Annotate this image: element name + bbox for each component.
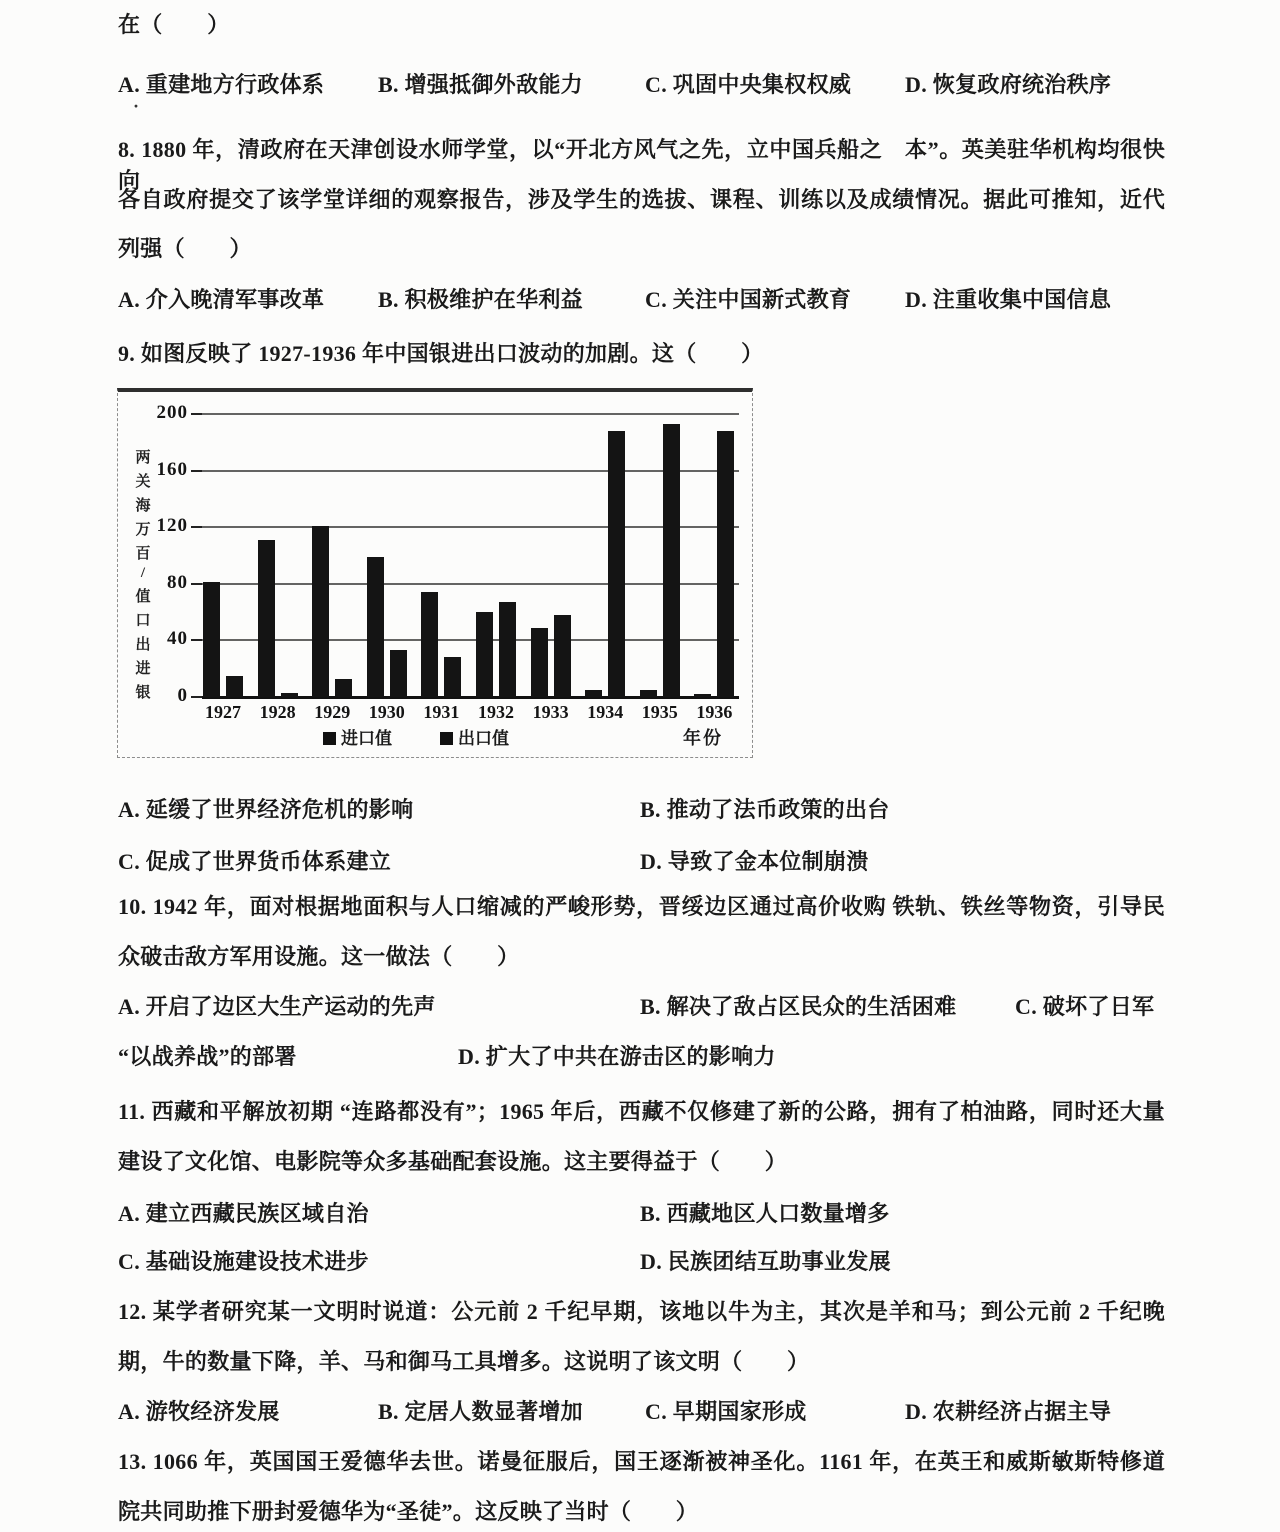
y-axis-label-char: 百 — [135, 545, 151, 562]
y-tick-label-80: 80 — [167, 571, 188, 593]
x-tick-label-1928: 1928 — [259, 702, 296, 722]
y-tick-label-120: 120 — [156, 515, 188, 537]
q8-option-a: A. 介入晚清军事改革 — [118, 287, 325, 312]
silver-trade-bar-chart — [117, 388, 753, 758]
q12-options-row — [118, 1395, 1165, 1426]
x-tick-label-1929: 1929 — [314, 702, 351, 722]
q11-option-b: B. 西藏地区人口数量增多 — [640, 1201, 890, 1226]
y-tick-label-40: 40 — [167, 628, 188, 650]
y-tick-40 — [191, 639, 202, 641]
y-axis-label-char: 两 — [135, 450, 151, 466]
q10-option-b: B. 解决了敌占区民众的生活困难 — [640, 994, 957, 1019]
bar-export-1931 — [444, 657, 461, 697]
x-tick-label-1927: 1927 — [205, 702, 241, 722]
bar-import-1932 — [476, 612, 493, 697]
y-axis-label-char: 关 — [135, 473, 151, 490]
x-axis-caption: 年份 — [683, 728, 723, 748]
q9-options-row-2 — [118, 845, 1165, 876]
x-tick-label-1936: 1936 — [696, 702, 733, 722]
bar-import-1935 — [640, 690, 657, 697]
y-axis-label-char: 口 — [135, 613, 151, 630]
legend-export — [440, 724, 509, 749]
q10-option-c: C. 破坏了日军 — [1015, 994, 1155, 1019]
q10-option-c-tail: “以战养战”的部署 — [118, 1044, 297, 1069]
q12-option-a: A. 游牧经济发展 — [118, 1399, 280, 1424]
y-tick-label-160: 160 — [156, 458, 188, 480]
q13-line-1: 13. 1066 年，英国国王爱德华去世。诺曼征服后，国王逐渐被神圣化。1161 年，在英王和威斯敏斯特修道 — [118, 1449, 1165, 1474]
q10-options-row-1 — [118, 990, 1178, 1021]
q9-option-a: A. 延缓了世界经济危机的影响 — [118, 797, 414, 822]
x-tick-label-1933: 1933 — [532, 702, 569, 722]
q11-line-2: 建设了文化馆、电影院等众多基础配套设施。这主要得益于（ ） — [118, 1149, 788, 1174]
q9-options-row-1 — [118, 793, 1165, 824]
y-axis-label-char: 万 — [135, 521, 151, 538]
chart-legend — [118, 724, 754, 754]
x-tick-label-1931: 1931 — [423, 702, 460, 722]
q10-line-1: 10. 1942 年，面对根据地面积与人口缩减的严峻形势，晋绥边区通过高价收购 铁轨、铁丝等物资，引导民 — [118, 894, 1165, 919]
y-axis-label-char: 海 — [135, 497, 151, 514]
q8-line-1: 8. 1880 年，清政府在天津创设水师学堂，以“开北方风气之先，立中国兵船之 本”。英美驻华机构均很快向 — [118, 137, 1165, 193]
bar-import-1933 — [531, 628, 548, 697]
q7-option-c: C. 巩固中央集权权威 — [645, 72, 852, 97]
gridline-40 — [202, 639, 739, 641]
y-axis-label-char: 银 — [135, 684, 151, 701]
q7-option-b: B. 增强抵御外敌能力 — [378, 72, 583, 97]
bar-export-1932 — [499, 602, 516, 697]
q9-option-b: B. 推动了法币政策的出台 — [640, 797, 890, 822]
q9-stem: 9. 如图反映了 1927-1936 年中国银进出口波动的加剧。这（ ） — [118, 341, 764, 366]
gridline-200 — [202, 413, 739, 415]
q7-options-row — [118, 68, 1165, 99]
y-tick-label-200: 200 — [156, 402, 188, 423]
y-tick-160 — [191, 470, 202, 472]
q12-option-c: C. 早期国家形成 — [645, 1399, 807, 1424]
q8-options-row — [118, 283, 1165, 314]
bar-export-1936 — [717, 431, 734, 697]
bar-export-1927 — [226, 676, 243, 697]
x-tick-label-1930: 1930 — [368, 702, 405, 722]
q8-line-2: 各自政府提交了该学堂详细的观察报告，涉及学生的选拔、课程、训练以及成绩情况。据此可推知，近代 — [118, 187, 1165, 212]
q7-stem-tail: 在（ ） — [118, 12, 230, 37]
q10-line-2: 众破击敌方军用设施。这一做法（ ） — [118, 944, 520, 969]
bar-export-1930 — [390, 650, 407, 697]
q12-option-d: D. 农耕经济占据主导 — [905, 1399, 1112, 1424]
legend-import-label: 进口值 — [341, 729, 392, 748]
q10-options-row-2 — [118, 1040, 1165, 1071]
y-tick-label-0: 0 — [177, 685, 188, 706]
gridline-120 — [202, 526, 739, 528]
q13-line-2: 院共同助推下册封爱德华为“圣徒”。这反映了当时（ ） — [118, 1499, 699, 1524]
y-tick-120 — [191, 526, 202, 528]
q12-line-2: 期，牛的数量下降，羊、马和御马工具增多。这说明了该文明（ ） — [118, 1349, 810, 1374]
y-axis-label-char: 进 — [135, 661, 151, 678]
legend-import — [323, 724, 392, 749]
q8-line-3: 列强（ ） — [118, 236, 252, 261]
legend-export-swatch — [440, 732, 453, 745]
q11-options-row-1 — [118, 1197, 1165, 1228]
q12-option-b: B. 定居人数显著增加 — [378, 1399, 583, 1424]
y-tick-80 — [191, 583, 202, 585]
bar-import-1934 — [585, 690, 602, 697]
gridline-160 — [202, 470, 739, 472]
y-tick-200 — [191, 413, 202, 415]
q8-option-b: B. 积极维护在华利益 — [378, 287, 583, 312]
y-axis-label-char: 值 — [135, 589, 151, 606]
bar-import-1929 — [312, 526, 329, 697]
bar-import-1927 — [203, 582, 220, 697]
q7-option-d: D. 恢复政府统治秩序 — [905, 72, 1112, 97]
bar-export-1933 — [554, 615, 571, 697]
bar-import-1936 — [694, 694, 711, 697]
q12-line-1: 12. 某学者研究某一文明时说道：公元前 2 千纪早期，该地以牛为主，其次是羊和马；到公元前 2 千纪晚 — [118, 1299, 1165, 1324]
bar-import-1931 — [421, 592, 438, 697]
q11-options-row-2 — [118, 1245, 1165, 1276]
q8-option-d: D. 注重收集中国信息 — [905, 287, 1112, 312]
bar-export-1929 — [335, 679, 352, 697]
bar-export-1928 — [281, 693, 298, 697]
x-tick-label-1932: 1932 — [478, 702, 514, 722]
x-tick-label-1935: 1935 — [641, 702, 678, 722]
gridline-80 — [202, 583, 739, 585]
scan-dot-artifact: · — [133, 96, 140, 116]
y-axis-label-char: 出 — [135, 637, 151, 654]
q10-option-d: D. 扩大了中共在游击区的影响力 — [458, 1044, 776, 1069]
bar-import-1930 — [367, 557, 384, 697]
q11-option-a: A. 建立西藏民族区域自治 — [118, 1201, 369, 1226]
q11-option-d: D. 民族团结互助事业发展 — [640, 1249, 891, 1274]
legend-import-swatch — [323, 732, 336, 745]
q8-option-c: C. 关注中国新式教育 — [645, 287, 852, 312]
bar-import-1928 — [258, 540, 275, 697]
y-axis-label-char: / — [140, 565, 146, 582]
bar-export-1934 — [608, 431, 625, 697]
y-tick-0 — [191, 696, 202, 698]
q9-option-d: D. 导致了金本位制崩溃 — [640, 849, 869, 874]
legend-export-label: 出口值 — [458, 729, 509, 748]
x-tick-label-1934: 1934 — [587, 702, 624, 722]
q10-option-a: A. 开启了边区大生产运动的先声 — [118, 994, 436, 1019]
q11-option-c: C. 基础设施建设技术进步 — [118, 1249, 369, 1274]
q7-option-a: A. 重建地方行政体系 — [118, 72, 325, 97]
bar-export-1935 — [663, 424, 680, 697]
q11-line-1: 11. 西藏和平解放初期 “连路都没有”；1965 年后，西藏不仅修建了新的公路，拥有了柏油路，同时还大量 — [118, 1099, 1165, 1124]
q9-option-c: C. 促成了世界货币体系建立 — [118, 849, 392, 874]
